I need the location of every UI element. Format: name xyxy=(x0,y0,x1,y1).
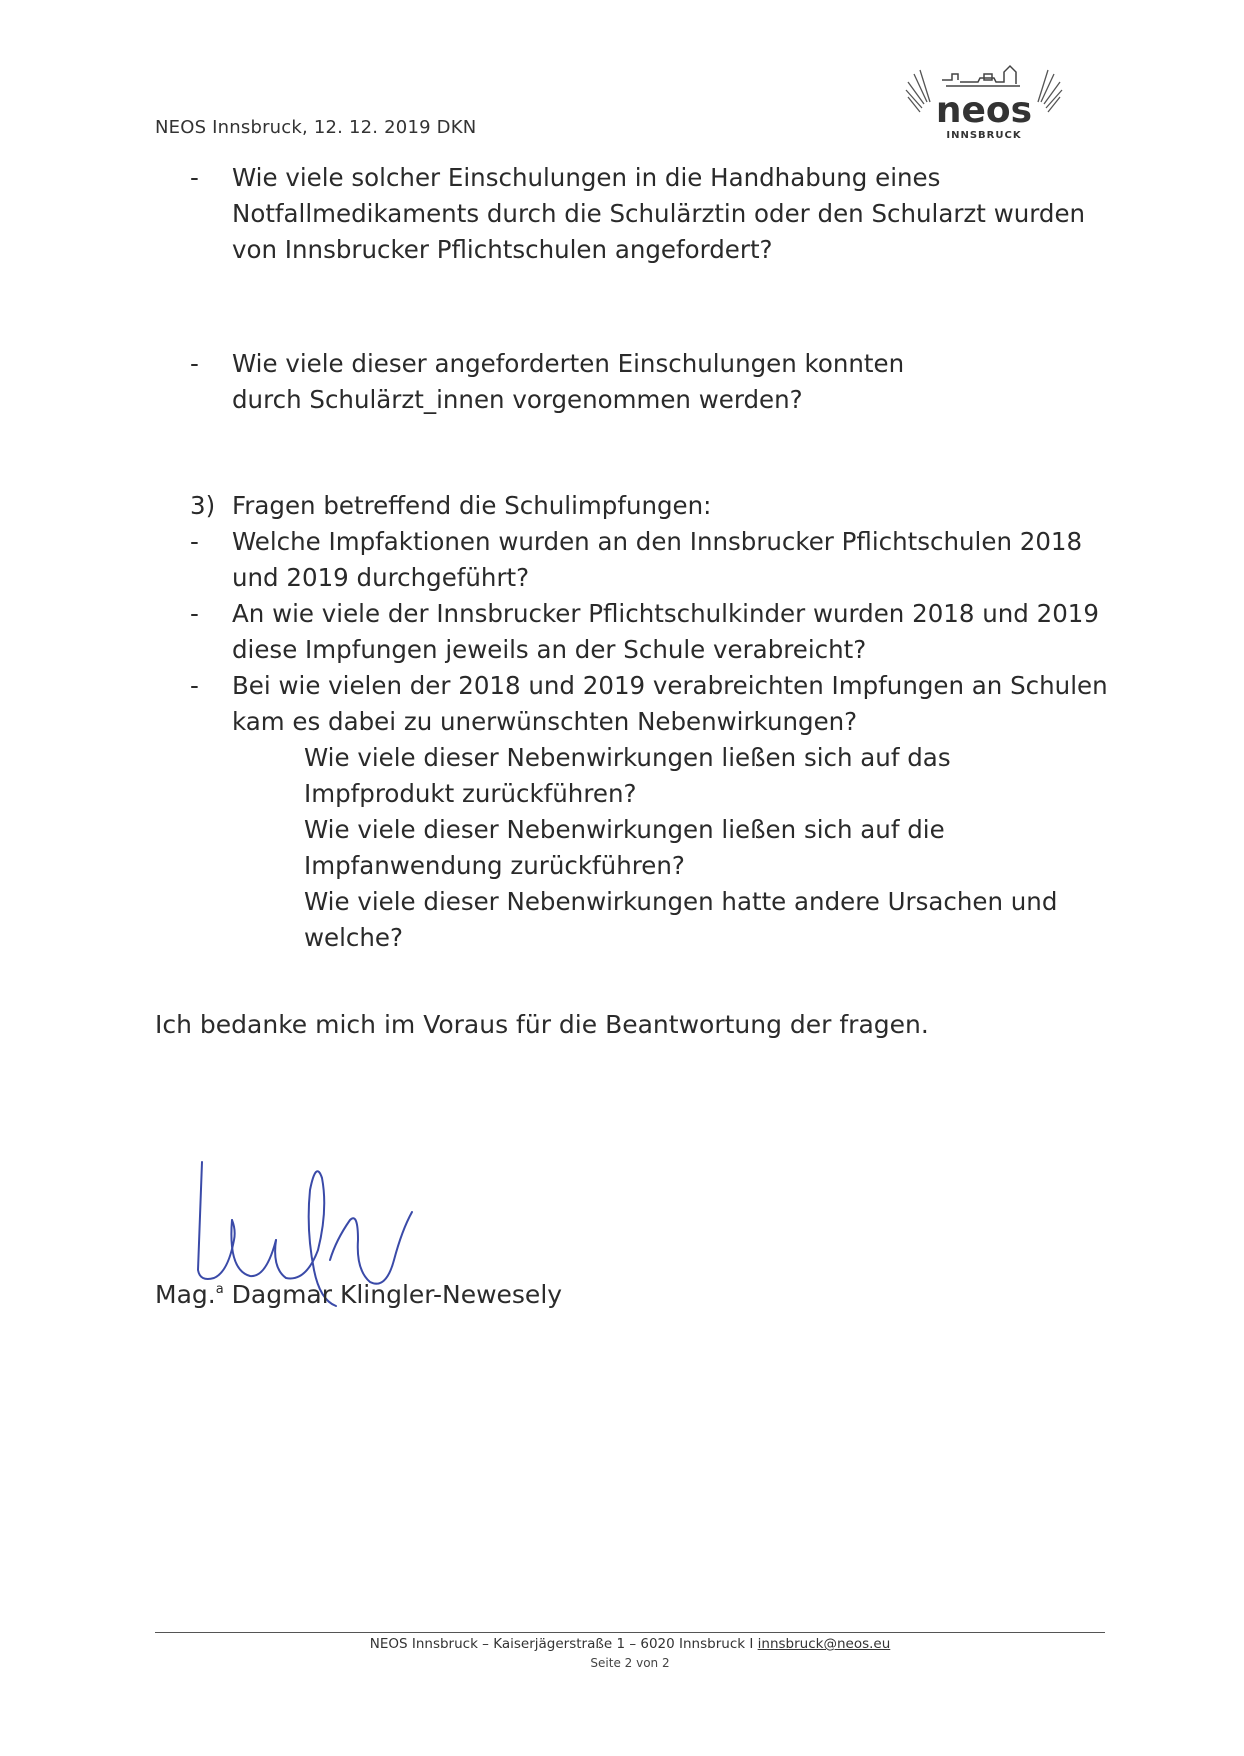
list-item-marker: - xyxy=(190,163,199,192)
list-item-marker: - xyxy=(190,671,199,700)
section-heading: Fragen betreffend die Schulimpfungen: xyxy=(232,491,712,520)
sub-question: Wie viele dieser Nebenwirkungen hatte andere Ursachen und welche? xyxy=(304,887,1058,952)
footer-email-link[interactable]: innsbruck@neos.eu xyxy=(757,1636,891,1652)
logo-wordmark: neos xyxy=(935,90,1033,131)
sub-question: Wie viele dieser Nebenwirkungen ließen sich auf das Impfprodukt zurückführen? xyxy=(304,743,951,808)
list-item-marker: - xyxy=(190,349,199,378)
signatory-prefix-sup: a xyxy=(215,1282,224,1297)
list-item: Welche Impfaktionen wurden an den Innsbrucker Pflichtschulen 2018 und 2019 durchgeführt? xyxy=(232,527,1083,592)
list-item: Bei wie vielen der 2018 und 2019 verabreichten Impfungen an Schulen kam es dabei zu unerwünschten Nebenwirkungen? xyxy=(232,671,1108,736)
section-number: 3) xyxy=(190,491,216,520)
closing-sentence: Ich bedanke mich im Voraus für die Beantwortung der fragen. xyxy=(155,1010,929,1039)
signatory-name xyxy=(155,1280,562,1309)
footer-address xyxy=(155,1636,1105,1652)
logo-subtitle: INNSBRUCK xyxy=(946,130,1022,141)
page-number: Seite 2 von 2 xyxy=(590,1656,670,1670)
list-item: Wie viele dieser angeforderten Einschulungen konnten durch Schulärzt_innen vorgenommen werden? xyxy=(232,349,905,414)
header-date-line: NEOS Innsbruck, 12. 12. 2019 DKN xyxy=(155,117,477,138)
list-item-marker: - xyxy=(190,527,199,556)
list-item: Wie viele solcher Einschulungen in die Handhabung eines Notfallmedikaments durch die Schulärztin oder den Schularzt wurden von Innsbrucker Pflichtschulen angefordert? xyxy=(232,163,1086,264)
neos-innsbruck-logo xyxy=(900,52,1068,142)
signatory-prefix: Mag. xyxy=(155,1280,216,1309)
list-item: An wie viele der Innsbrucker Pflichtschulkinder wurden 2018 und 2019 diese Impfungen jeweils an der Schule verabreicht? xyxy=(232,599,1099,664)
sub-question: Wie viele dieser Nebenwirkungen ließen sich auf die Impfanwendung zurückführen? xyxy=(304,815,945,880)
footer-divider xyxy=(155,1632,1105,1633)
footer-address-text: NEOS Innsbruck – Kaiserjägerstraße 1 – 6020 Innsbruck I xyxy=(369,1636,758,1652)
list-item-marker: - xyxy=(190,599,199,628)
signatory-full-name: Dagmar Klingler-Newesely xyxy=(223,1280,563,1309)
